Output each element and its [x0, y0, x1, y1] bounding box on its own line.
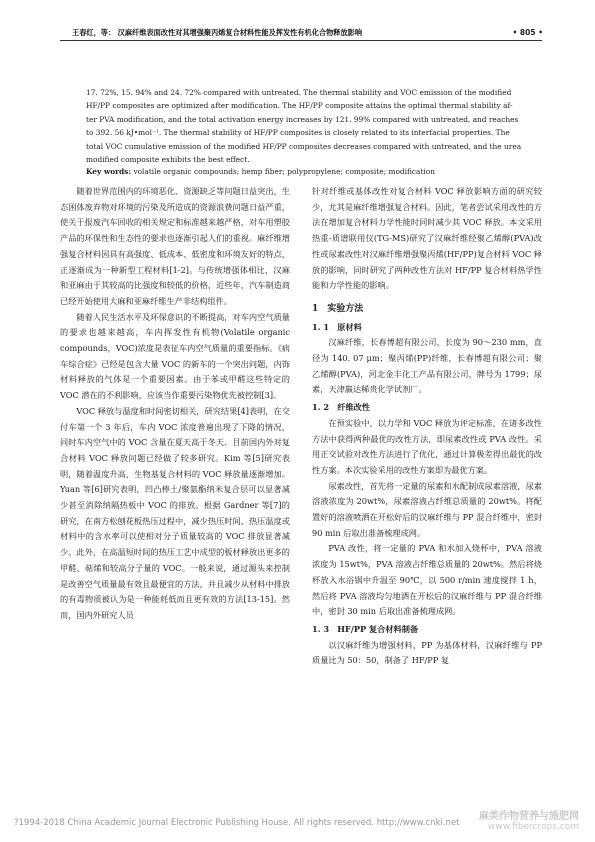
body-paragraph: 以汉麻纤维为增强材料，PP 为基体材料，汉麻纤维与 PP 质量比为 50：50，制备了 HF/PP 复 — [312, 639, 542, 666]
page-number: • 805 • — [512, 28, 543, 37]
abstract-line: 17. 72%, 15. 94% and 24. 72% compared with untreated. The thermal stability and VOC emission of the modified — [86, 88, 512, 97]
english-abstract — [86, 86, 526, 166]
watermark-url: www.fibercrops.com — [488, 822, 579, 832]
running-head — [72, 28, 542, 38]
body-paragraph: PVA 改性，将一定量的 PVA 和水加入烧杯中，PVA 溶液浓度为 15wt%，PVA 溶液占纤维总质量的 20wt%。然后将烧杯放入水浴锅中升温至 90℃，以 500 r/min 速度搅拌 1 h，然后将 PVA 溶液均匀地洒在开松后的汉麻纤维与 PP 混合纤维中，密封 30 min 后取出准备梳理成网。 — [312, 543, 542, 617]
keywords-text: volatile organic compounds; hemp fiber; polypropylene; composite; modification — [133, 167, 436, 176]
running-head-title: 汉麻纤维表面改性对其增强聚丙烯复合材料性能及挥发性有机化合物释放影响 — [117, 28, 363, 37]
intro-paragraph: 随着人民生活水平及环保意识的不断提高，对车内空气质量的要求也越来越高，车内挥发性有机物(Volatile organic compounds，VOC)浓度是表征车内空气质量的重要指标。《病车综合症》已经是包含大量 VOC 的新车的一个突出问题，内饰材料释放的气体是一个重要因素。由于苯或甲醛这些特定的 VOC 潜在的不利影响，应该当作重要污染物优先被控制[3]。 — [60, 311, 290, 401]
keywords-label: Key words: — [86, 167, 132, 176]
body-paragraph: 汉麻纤维，长春博超有限公司，长度为 90～230 mm，直径为 140. 07 μm；聚丙烯(PP)纤维，长春博超有限公司；聚乙烯醇(PVA)，河北金丰化工产品有限公司，牌号为 1799；尿素，天津嬴达稀贵化学试剂厂。 — [312, 337, 542, 395]
running-head-authors: 王春红，等： — [72, 28, 116, 37]
abstract-line: to 392. 56 kJ•mol⁻¹. The thermal stability of HF/PP composites is closely related to its interfacial properties. The — [86, 128, 510, 138]
subsection-heading: 1. 3 HF/PP 复合材料制备 — [312, 623, 419, 634]
intro-paragraph: VOC 释放与温度和时间密切相关，研究结果[4]表明，在交付车第一个 3 年后，车内 VOC 浓度普遍出现了下降的情况，同时车内空气中的 VOC 含量在夏天高于冬天。目前国内外对复合材料 VOC 释放问题已经做了较多研究。Kim 等[5]研究表明，随着温度升高，生物基复合材料的 VOC 释放量逐渐增加。Yuan 等[6]研究表明，凹凸棒土/聚氨酯纳米复合层可以显著减少甚至消除纳隔热板中 VOC 的排放。根据 Gardner 等[7]的研究，在南方松刨花板热压过程中，减少热压时间、热压温度或材料中的含水率可以使相对分子质量较高的 VOC 排放显著减少。此外，在高温短时间的热压工艺中成型的板材释放出更多的甲醛、萜烯和较高分子量的 VOC。一般来说，通过源头来控制是改善空气质量最有效且最便宜的方法，并且减少从材料中排放的有毒物质被认为是一种能耗低而且更有效的方法[13-15]。然而，国内外研究人员 — [60, 405, 290, 620]
watermark-text: 麻类作物营养与施肥网 — [479, 811, 579, 822]
abstract-line: total VOC cumulative emission of the modified HF/PP composites decreases compared with untreated, and the urea — [86, 141, 522, 151]
abstract-line: modified composite exhibits the best effect. — [86, 155, 250, 165]
intro-paragraph: 针对纤维或基体改性对复合材料 VOC 释放影响方面的研究较少，尤其是麻纤维增强复合材料。因此，笔者尝试采用改性的方法在增加复合材料力学性能时同时减少其 VOC 释放。本文采用热重-质谱联用仪(TG-MS)研究了汉麻纤维经聚乙烯醇(PVA)改性或尿素改性对汉麻纤维增强聚丙烯(HF/PP)复合材料 VOC 释放的影响，同时研究了两种改性方法对 HF/PP 复合材料热学性能和力学性能的影响。 — [312, 186, 542, 291]
watermark — [459, 806, 579, 836]
left-column — [60, 184, 290, 624]
subsection-heading: 1. 1 原材料 — [312, 321, 362, 332]
abstract-line: HF/PP composites are optimized after modification. The HF/PP composite attains the optimal thermal stability af- — [86, 101, 513, 111]
abstract-line: ter PVA modification, and the total activation energy increases by 121. 99% compared with untreated, and reaches — [86, 114, 519, 124]
section-heading: 1 实验方法 — [312, 303, 364, 314]
right-column — [312, 184, 542, 669]
keywords — [86, 166, 526, 178]
intro-paragraph: 随着世界范围内的环境恶化、资源缺乏等问题日益突出，生态困体废弃物对环境的污染及所造成的资源浪费问题日益严重，使关于报废汽车回收的相关规定和标准越来越严格，对车用塑胶产品的环保性和生态性的要求也逐渐引起人们的重视。麻纤维增强复合材料因具有高强度、低成本、低密度和环境友好的特点，正逐渐成为一种新型工程材料[1-2]。与传统增强体相比，汉麻和亚麻由于其较高的比强度和较低的价格，近些年，汽车制造商已经开始使用大麻和亚麻纤维生产非结构组件。 — [60, 186, 290, 306]
header-rule — [60, 40, 542, 41]
subsection-heading: 1. 2 纤维改性 — [312, 402, 371, 413]
copyright-footer: ?1994-2018 China Academic Journal Electronic Publishing House. All rights reserved. http://www.cnki.net — [14, 818, 460, 828]
body-paragraph: 尿素改性，首先将一定量的尿素和水配制成尿素溶液，尿素溶液浓度为 20wt%，尿素溶液占纤维总质量的 20wt%。将配置好的溶液喷洒在开松好后的汉麻纤维与 PP 混合纤维中，密封 90 min 后取出准备梳理成网。 — [312, 480, 542, 538]
body-paragraph: 在预实验中，以力学和 VOC 释放为评定标准，在诸多改性方法中获得两种最优的改性方法，即尿素改性或 PVA 改性。采用正交试验对改性方法进行了优化，通过计算极差得出最优的改性方案。本次实验采用的改性方案即为最优方案。 — [312, 417, 542, 475]
